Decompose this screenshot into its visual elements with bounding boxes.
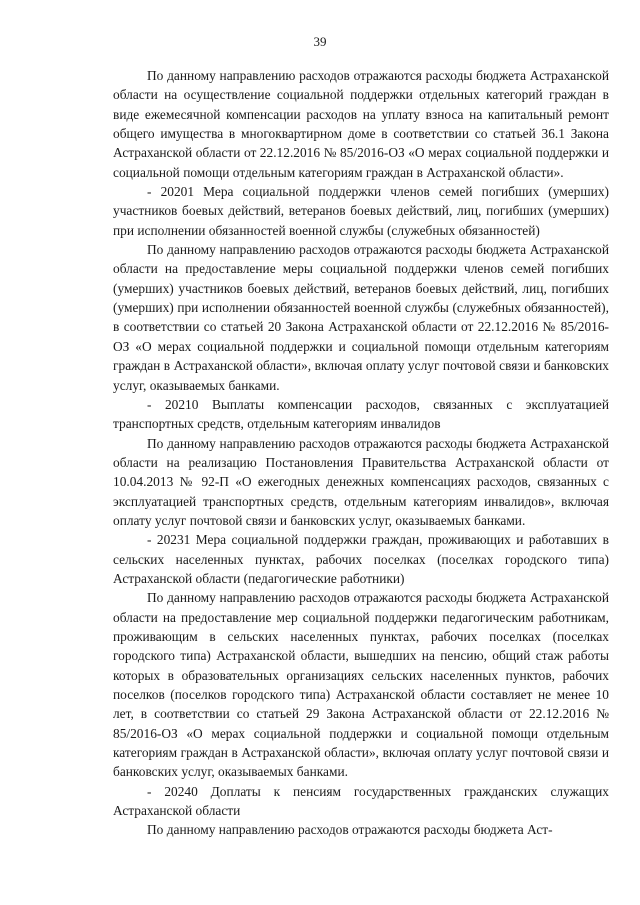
page-number: 39	[313, 34, 327, 49]
paragraph-5: По данному направлению расходов отражаются расходы бюджета Астраханской области на реализацию Постановления Правительства Астраханской области от 10.04.2013 № 92-П «О ежегодных денежных компенсациях расходов, связанных с эксплуатацией транспортных средств, отдельным категориям инвалидов», включая оплату услуг почтовой связи и банковских услуг, оказываемых банками.	[113, 435, 609, 528]
document-body	[113, 66, 609, 840]
paragraph-3: По данному направлению расходов отражаются расходы бюджета Астраханской области на предоставление меры социальной поддержки членов семей погибших (умерших) участников боевых действий, ветеранов боевых действий, лиц, погибших (умерших) при исполнении обязанностей военной службы (служебных обязанностей), в соответствии со статьей 20 Закона Астраханской области от 22.12.2016 № 85/2016-ОЗ «О мерах социальной поддержки и социальной помощи отдельным категориям граждан в Астраханской области», включая оплату услуг почтовой связи и банковских услуг, оказываемых банками.	[113, 242, 609, 393]
paragraph-6-code-20231: - 20231 Мера социальной поддержки граждан, проживающих и работавших в сельских населенных пунктах, рабочих поселках (поселках городского типа) Астраханской области (педагогические работники)	[113, 532, 609, 586]
paragraph-8-code-20240: - 20240 Доплаты к пенсиям государственных гражданских служащих Астраханской области	[113, 783, 609, 819]
paragraph-7: По данному направлению расходов отражаются расходы бюджета Астраханской области на предоставление мер социальной поддержки педагогическим работникам, проживающим в сельских населенных пунктах, рабочих поселках (поселках городского типа) Астраханской области, вышедших на пенсию, общий стаж работы которых в образовательных организациях сельских населенных пунктов, рабочих поселков (поселков городского типа) Астраханской области составляет не менее 10 лет, в соответствии со статьей 29 Закона Астраханской области от 22.12.2016 № 85/2016-ОЗ «О мерах социальной поддержки и социальной помощи отдельным категориям граждан в Астраханской области», включая оплату услуг почтовой связи и банковских услуг, оказываемых банками.	[113, 590, 609, 780]
paragraph-2-code-20201: - 20201 Мера социальной поддержки членов семей погибших (умерших) участников боевых действий, ветеранов боевых действий, лиц, погибших (умерших) при исполнении обязанностей военной службы (служебных обязанностей)	[113, 184, 609, 238]
paragraph-4-code-20210: - 20210 Выплаты компенсации расходов, связанных с эксплуатацией транспортных средств, отдельным категориям инвалидов	[113, 396, 609, 432]
paragraph-1: По данному направлению расходов отражаются расходы бюджета Астраханской области на осуществление социальной поддержки отдельных категорий граждан в виде ежемесячной компенсации расходов на уплату взноса на капитальный ремонт общего имущества в многоквартирном доме в соответствии со статьей 36.1 Закона Астраханской области от 22.12.2016 № 85/2016-ОЗ «О мерах социальной поддержки и социальной помощи отдельным категориям граждан в Астраханской области».	[113, 68, 609, 180]
paragraph-9: По данному направлению расходов отражаются расходы бюджета Аст-	[147, 822, 553, 838]
